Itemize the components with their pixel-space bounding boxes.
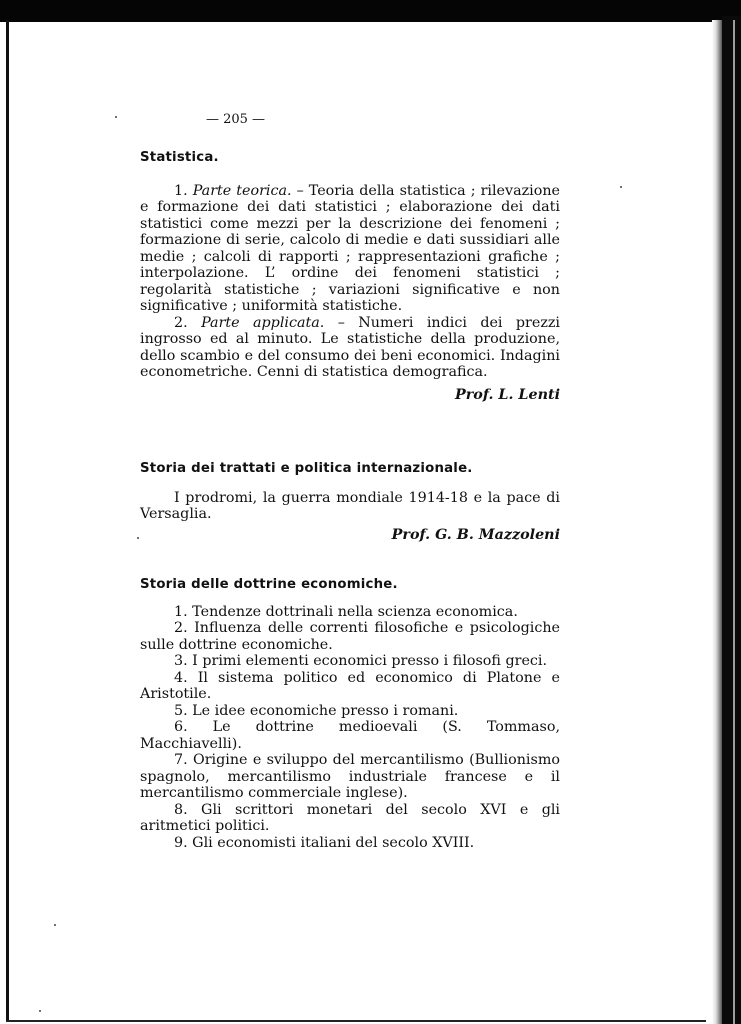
list-item: 7. Origine e sviluppo del mercantilismo (Bullionismo spagnolo, mercantilismo industriale francese e il mercantilismo commerciale inglese). [140, 752, 560, 801]
item-text: – Teoria della statistica ; rilevazione e formazione dei dati statistici ; elaborazione dei dati statistici come mezzi per la descrizione dei fenomeni ; formazione di serie, calcolo di medie e dati sussidiari alle medie ; calcoli di rapporti ; rappresentazioni grafiche ; interpolazione. L’ ordine dei fenomeni statistici ; regolarità statistiche ; variazioni significative e non significative ; uniformità statistiche. [140, 182, 560, 314]
paragraph-parte-applicata [140, 315, 560, 381]
item-text: – Numeri indici dei prezzi ingrosso ed al minuto. Le statistiche della produzione, dello scambio e del consumo dei beni economici. Indagini econometriche. Cenni di statistica demografica. [140, 314, 560, 380]
list-item: 2. Influenza delle correnti filosofiche e psicologiche sulle dottrine economiche. [140, 620, 560, 653]
section-storia-trattati [140, 461, 560, 543]
scan-speck [115, 116, 117, 118]
binding-highlight [733, 20, 735, 1024]
author-signature: Prof. G. B. Mazzoleni [391, 526, 560, 543]
item-label: Parte teorica. [192, 182, 292, 199]
scan-speck [137, 537, 139, 539]
item-number: 1. [174, 182, 188, 199]
book-binding-edge [722, 16, 741, 1024]
paragraph-parte-teorica [140, 183, 560, 315]
scan-speck [54, 924, 56, 926]
topic-list [140, 604, 560, 852]
scan-top-border [0, 0, 741, 22]
item-number: 2. [174, 314, 188, 331]
list-item: 6. Le dottrine medioevali (S. Tommaso, Macchiavelli). [140, 719, 560, 752]
section-storia-dottrine [140, 577, 560, 851]
author-signature: Prof. L. Lenti [455, 386, 560, 403]
list-item: 1. Tendenze dottrinali nella scienza economica. [174, 603, 518, 620]
section-title: Statistica. [140, 150, 219, 165]
section-title: Storia dei trattati e politica internazionale. [140, 461, 473, 476]
page-curl-shadow [712, 20, 722, 1024]
scan-left-border [6, 20, 9, 1020]
list-item: 4. Il sistema politico ed economico di Platone e Aristotile. [140, 669, 560, 702]
scan-speck [620, 186, 622, 188]
list-item: 3. I primi elementi economici presso i filosofi greci. [174, 653, 548, 669]
page-number: — 205 — [205, 112, 266, 127]
scan-bottom-border [6, 1020, 706, 1022]
list-item: 8. Gli scrittori monetari del secolo XVI e gli aritmetici politici. [140, 801, 560, 834]
list-item: 9. Gli economisti italiani del secolo XVIII. [174, 834, 475, 851]
section-text: I prodromi, la guerra mondiale 1914-18 e la pace di Versaglia. [140, 489, 560, 522]
section-title: Storia delle dottrine economiche. [140, 577, 398, 592]
list-item: 5. Le idee economiche presso i romani. [174, 702, 459, 719]
section-statistica [140, 150, 560, 403]
scan-speck [39, 1010, 41, 1012]
item-label: Parte applicata. [201, 314, 325, 331]
